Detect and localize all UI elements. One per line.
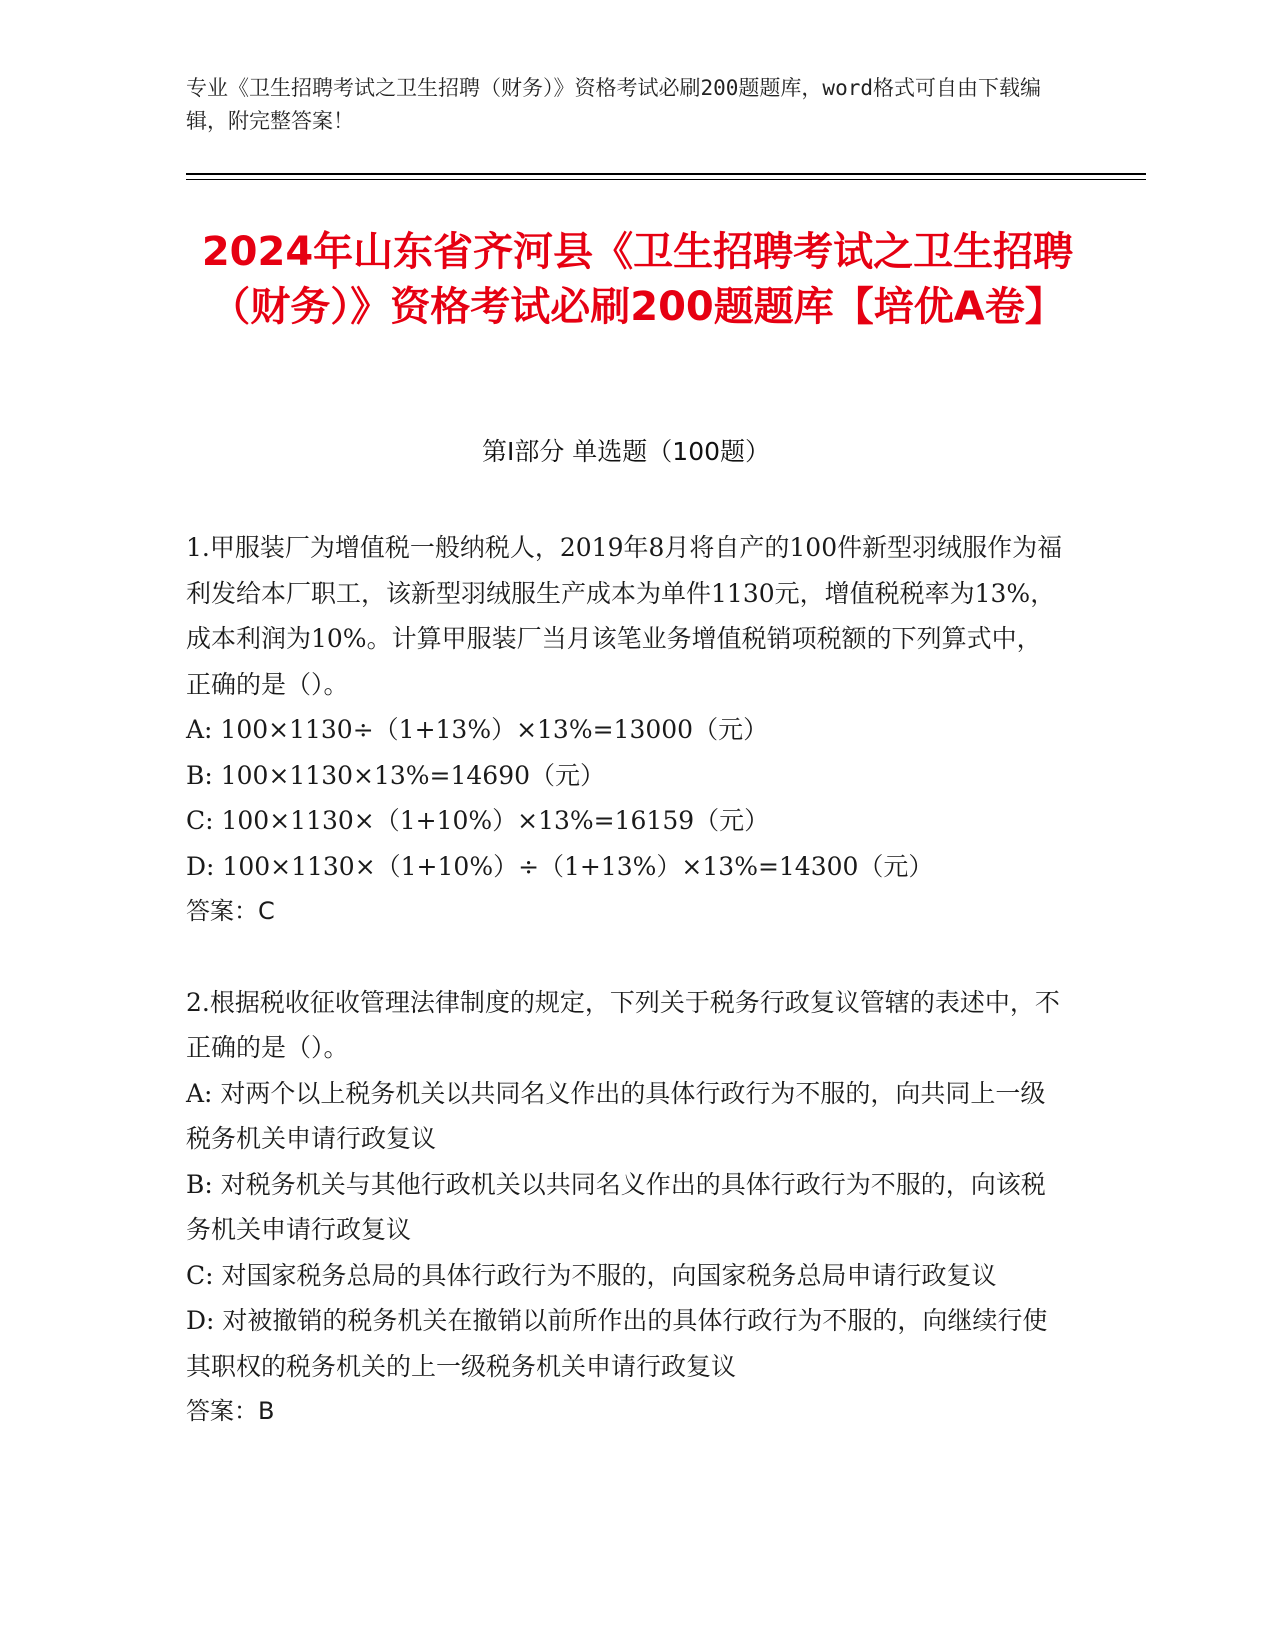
option-d: D: 100×1130×（1+10%）÷（1+13%）×13%=14300（元） [186,851,934,881]
question-answer: 答案：C [186,897,275,925]
header-rule-thin [186,179,1146,180]
option-c: C: 对国家税务总局的具体行政行为不服的，向国家税务总局申请行政复议 [186,1260,997,1290]
option-a: A: 100×1130÷（1+13%）×13%=13000（元） [186,715,769,744]
question-stem: 2.根据税收征收管理法律制度的规定，下列关于税务行政复议管辖的表述中，不正确的是（）。 [186,987,1060,1062]
question-item [186,525,1066,935]
question-item [186,980,1066,1435]
question-answer: 答案：B [186,1397,275,1425]
option-a: A: 对两个以上税务机关以共同名义作出的具体行政行为不服的，向共同上一级税务机关申请行政复议 [186,1078,1046,1153]
option-d: D: 对被撤销的税务机关在撤销以前所作出的具体行政行为不服的，向继续行使其职权的税务机关的上一级税务机关申请行政复议 [186,1306,1048,1381]
header-note: 专业《卫生招聘考试之卫生招聘（财务）》资格考试必刷200题题库，word格式可自由下载编辑，附完整答案！ [186,76,1041,133]
document-title: 2024年山东省齐河县《卫生招聘考试之卫生招聘（财务）》资格考试必刷200题题库【培优A卷】 [201,229,1074,330]
option-b: B: 对税务机关与其他行政机关以共同名义作出的具体行政行为不服的，向该税务机关申请行政复议 [186,1169,1046,1244]
option-b: B: 100×1130×13%=14690（元） [186,760,606,790]
header-rule-thick [186,173,1146,175]
question-stem: 1.甲服装厂为增值税一般纳税人，2019年8月将自产的100件新型羽绒服作为福利发给本厂职工，该新型羽绒服生产成本为单件1130元，增值税税率为13%，成本利润为10%。计算甲服装厂当月该笔业务增值税销项税额的下列算式中，正确的是（）。 [186,533,1063,699]
question-list [186,525,1066,1480]
section-title: 第Ⅰ部分 单选题（100题） [481,437,771,466]
option-c: C: 100×1130×（1+10%）×13%=16159（元） [186,806,770,835]
